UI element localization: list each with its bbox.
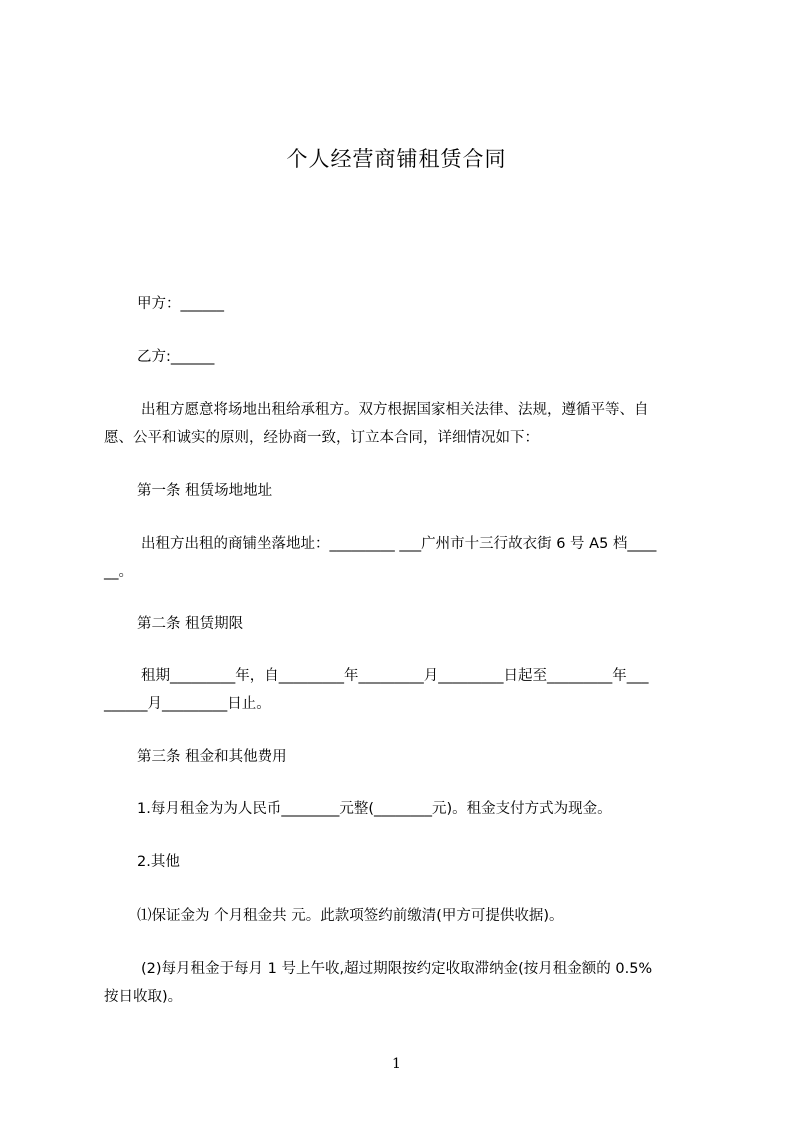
intro-paragraph-line-1: 出租方愿意将场地出租给承租方。双方根据国家相关法律、法规，遵循平等、自 bbox=[141, 402, 649, 418]
party-b-line: 乙方:______ bbox=[137, 349, 215, 365]
article-2-text-line-1: 租期_________年，自_________年_________月_________日起至_________年___ bbox=[141, 668, 649, 684]
article-1-text-line-2: __。 bbox=[104, 564, 133, 580]
intro-paragraph-line-2: 愿、公平和诚实的原则，经协商一致，订立本合同，详细情况如下： bbox=[104, 430, 539, 446]
article-3-sub-item-2-line-1: (2)每月租金于每月 1 号上午收,超过期限按约定收取滞纳金(按月租金额的 0.5% bbox=[141, 961, 653, 977]
article-1-text-line-1: 出租方出租的商铺坐落地址：_________ ___广州市十三行故衣街 6 号 A5 档____ bbox=[141, 536, 657, 552]
party-a-line: 甲方：______ bbox=[137, 296, 224, 312]
document-title: 个人经营商铺租赁合同 bbox=[286, 147, 507, 171]
article-2-text-line-2: ______月_________日止。 bbox=[104, 696, 271, 712]
article-2-heading: 第二条 租赁期限 bbox=[137, 616, 244, 632]
article-1-heading: 第一条 租赁场地地址 bbox=[137, 483, 273, 499]
page-number: 1 bbox=[392, 1056, 401, 1072]
article-3-sub-item-2-line-2: 按日收取)。 bbox=[104, 989, 183, 1005]
article-3-sub-item-1: ⑴保证金为 个月租金共 元。此款项签约前缴清(甲方可提供收据)。 bbox=[137, 908, 564, 924]
article-3-item-1: 1.每月租金为为人民币________元整(________元)。租金支付方式为现金。 bbox=[137, 801, 612, 817]
article-3-item-2: 2.其他 bbox=[137, 854, 180, 870]
article-3-heading: 第三条 租金和其他费用 bbox=[137, 749, 287, 765]
